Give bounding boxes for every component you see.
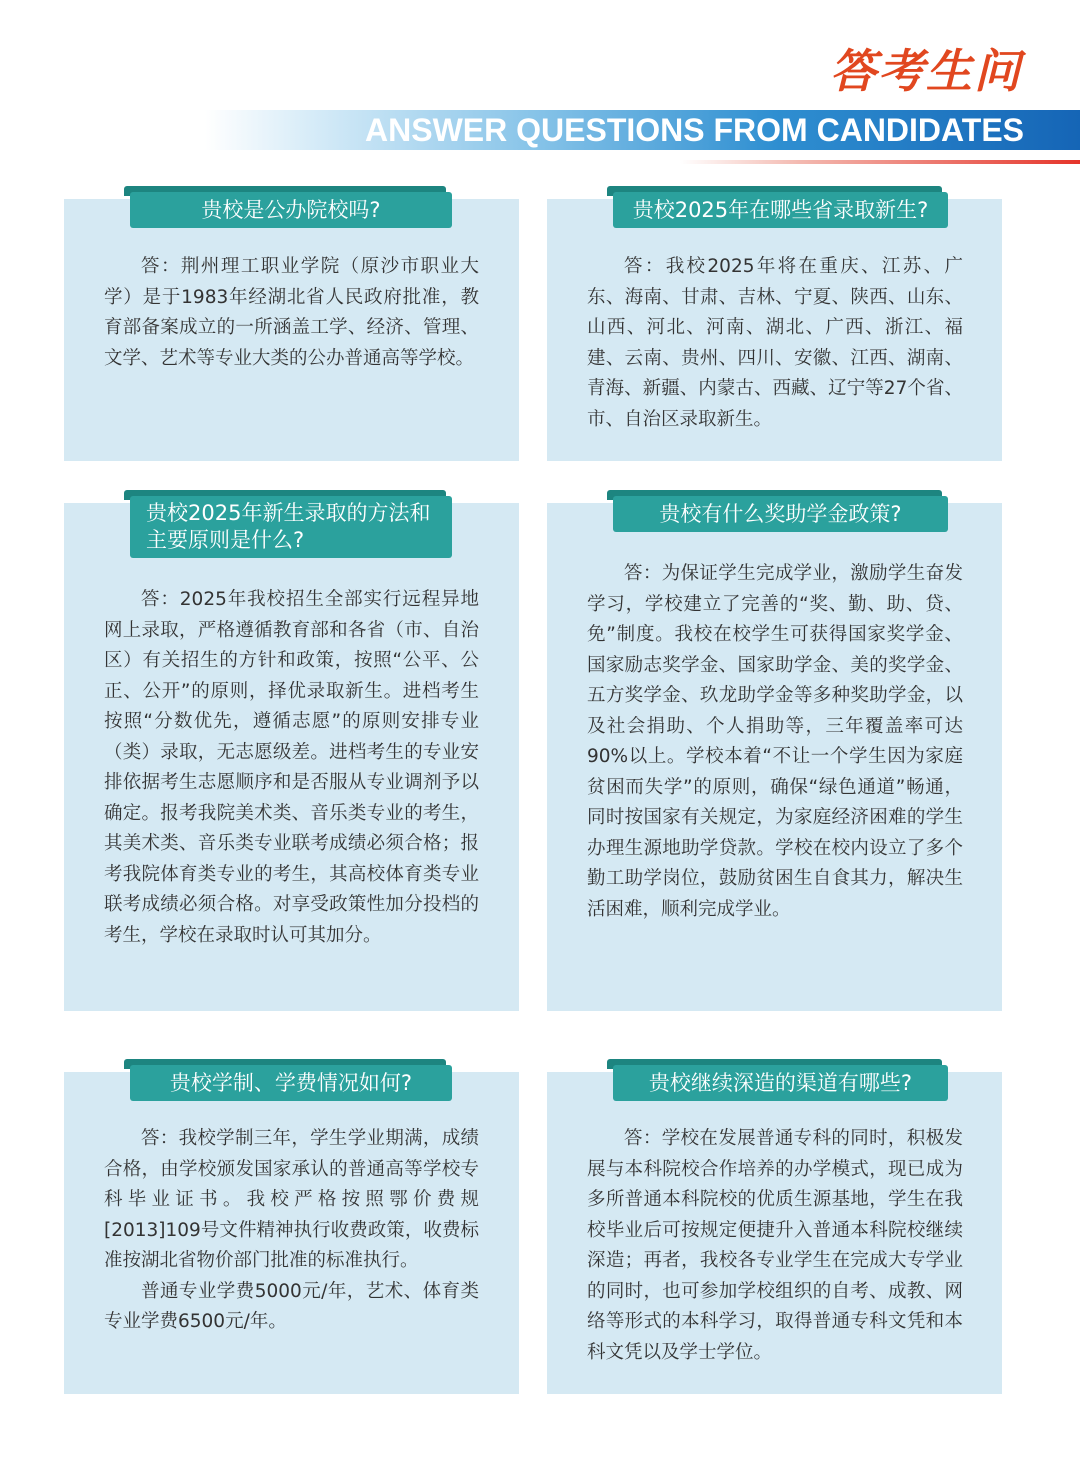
answer-text xyxy=(104,1124,479,1338)
answer-paragraph: 答：我校2025年将在重庆、江苏、广东、海南、甘肃、吉林、宁夏、陕西、山东、山西、河北、河南、湖北、广西、浙江、福建、云南、贵州、四川、安徽、江西、湖南、青海、新疆、内蒙古、西藏、辽宁等27个省、市、自治区录取新生。 xyxy=(587,256,963,430)
qa-card-admission-principles xyxy=(64,503,519,1011)
answer-paragraph: 答：我校学制三年，学生学业期满，成绩合格，由学校颁发国家承认的普通高等学校专科毕业证书。我校严格按照鄂价费规[2013]109号文件精神执行收费政策，收费标准按湖北省物价部门批准的标准执行。 xyxy=(104,1128,479,1271)
answer-paragraph: 答：荆州理工职业学院（原沙市职业大学）是于1983年经湖北省人民政府批准，教育部备案成立的一所涵盖工学、经济、管理、文学、艺术等专业大类的公办普通高等学校。 xyxy=(104,256,479,369)
answer-text xyxy=(587,252,963,435)
question-heading: 贵校是公办院校吗? xyxy=(130,192,452,228)
answer-text xyxy=(587,559,963,925)
page-title-en: ANSWER QUESTIONS FROM CANDIDATES xyxy=(365,112,1024,148)
question-heading: 贵校2025年在哪些省录取新生? xyxy=(613,192,948,228)
answer-paragraph: 答：为保证学生完成学业，激励学生奋发学习，学校建立了完善的“奖、勤、助、贷、免”制度。我校在校学生可获得国家奖学金、国家励志奖学金、国家助学金、美的奖学金、五方奖学金、玖龙助学金等多种奖助学金，以及社会捐助、个人捐助等，三年覆盖率可达90%以上。学校本着“不让一个学生因为家庭贫困而失学”的原则，确保“绿色通道”畅通，同时按国家有关规定，为家庭经济困难的学生办理生源地助学贷款。学校在校内设立了多个勤工助学岗位，鼓励贫困生自食其力，解决生活困难，顺利完成学业。 xyxy=(587,563,963,920)
answer-text xyxy=(587,1124,963,1368)
answer-text xyxy=(104,585,479,951)
question-heading: 贵校学制、学费情况如何? xyxy=(130,1065,452,1101)
decorative-red-line xyxy=(680,160,1080,164)
page-title-cn: 答考生问 xyxy=(830,44,1022,98)
answer-paragraph: 答：2025年我校招生全部实行远程异地网上录取，严格遵循教育部和各省（市、自治区）有关招生的方针和政策，按照“公平、公正、公开”的原则，择优录取新生。进档考生按照“分数优先，遵循志愿”的原则安排专业（类）录取，无志愿级差。进档考生的专业安排依据考生志愿顺序和是否服从专业调剂予以确定。报考我院美术类、音乐类专业的考生，其美术类、音乐类专业联考成绩必须合格；报考我院体育类专业的考生，其高校体育类专业联考成绩必须合格。对享受政策性加分投档的考生，学校在录取时认可其加分。 xyxy=(104,589,479,946)
question-heading: 贵校2025年新生录取的方法和主要原则是什么? xyxy=(130,496,452,558)
qa-card-further-study xyxy=(547,1072,1002,1394)
answer-paragraph: 普通专业学费5000元/年，艺术、体育类专业学费6500元/年。 xyxy=(104,1280,479,1332)
qa-card-public-school xyxy=(64,199,519,461)
question-heading: 贵校有什么奖助学金政策? xyxy=(613,496,948,532)
answer-paragraph: 答：学校在发展普通专科的同时，积极发展与本科院校合作培养的办学模式，现已成为多所普通本科院校的优质生源基地，学生在我校毕业后可按规定便捷升入普通本科院校继续深造；再者，我校各专业学生在完成大专学业的同时，也可参加学校组织的自考、成教、网络等形式的本科学习，取得普通专科文凭和本科文凭以及学士学位。 xyxy=(587,1128,963,1363)
qa-card-tuition xyxy=(64,1072,519,1394)
title-banner xyxy=(205,110,1080,150)
answer-text xyxy=(104,252,479,374)
question-heading: 贵校继续深造的渠道有哪些? xyxy=(613,1065,948,1101)
qa-card-scholarships xyxy=(547,503,1002,1011)
qa-card-admission-provinces xyxy=(547,199,1002,461)
